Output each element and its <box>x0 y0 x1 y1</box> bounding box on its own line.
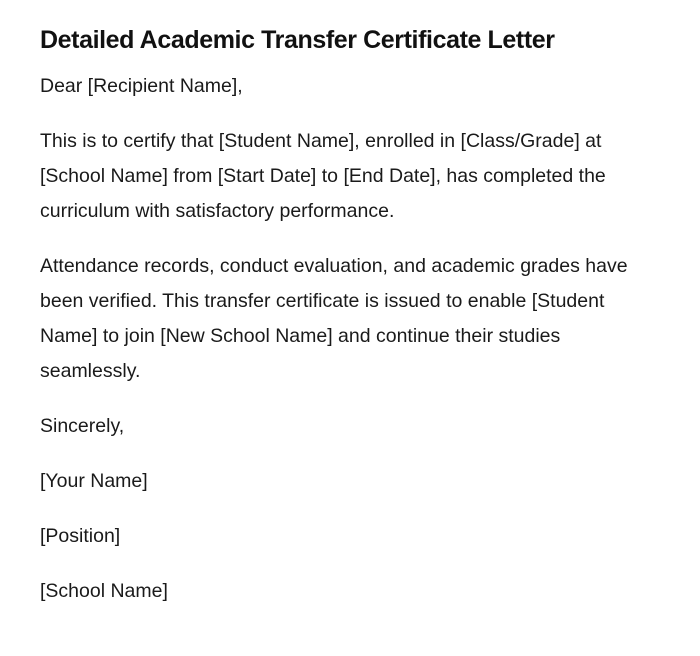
signature-position: [Position] <box>40 525 121 547</box>
body-paragraph-2: Attendance records, conduct evaluation, and academic grades have been verified. This transfer certificate is issued to enable [Student Name] to join [New School Name] and continue their studies seamlessly. <box>40 255 628 382</box>
closing: Sincerely, <box>40 415 125 437</box>
letter-title: Detailed Academic Transfer Certificate Letter <box>40 26 555 54</box>
salutation: Dear [Recipient Name], <box>40 75 243 97</box>
signature-name: [Your Name] <box>40 470 148 492</box>
body-paragraph-1: This is to certify that [Student Name], enrolled in [Class/Grade] at [School Name] from [Start Date] to [End Date], has completed the curriculum with satisfactory performance. <box>40 130 606 222</box>
signature-school: [School Name] <box>40 580 168 602</box>
